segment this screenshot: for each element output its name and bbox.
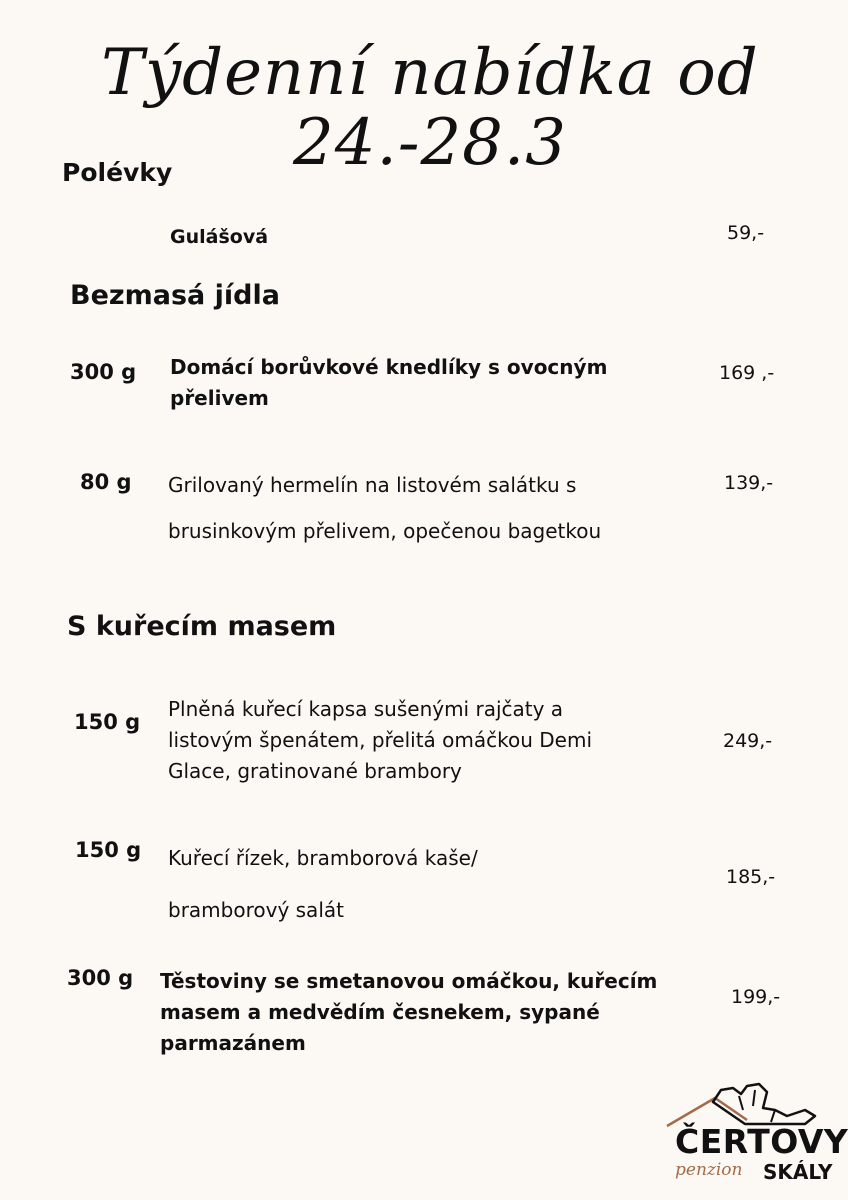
logo-name: ČERTOVY: [675, 1122, 848, 1161]
dish-description: [168, 462, 688, 554]
dish-line: bramborový salát: [168, 898, 344, 922]
dish-line: Glace, gratinované brambory: [168, 759, 462, 783]
section-heading-meatless: Bezmasá jídla: [70, 280, 280, 311]
dish-price: 199,-: [731, 986, 781, 1008]
dish-weight: 150 g: [75, 838, 142, 862]
dish-price: 139,-: [724, 472, 774, 494]
dish-line: přelivem: [170, 386, 269, 410]
dish-line: Kuřecí řízek, bramborová kaše/: [168, 846, 478, 870]
logo: [655, 1080, 848, 1190]
section-heading-chicken: S kuřecím masem: [67, 611, 337, 642]
dish-line: masem a medvědím česnekem, sypané: [160, 1000, 600, 1024]
dish-line: Plněná kuřecí kapsa sušenými rajčaty a: [168, 697, 564, 721]
logo-sub-skaly: SKÁLY: [763, 1160, 833, 1184]
page-title: Týdenní nabídka od 24.-28.3: [101, 36, 759, 181]
dish-line: parmazánem: [160, 1031, 306, 1055]
dish-weight: 300 g: [70, 360, 137, 384]
dish-line: Těstoviny se smetanovou omáčkou, kuřecím: [160, 969, 658, 993]
dish-description: [168, 694, 688, 787]
dish-description: [168, 832, 688, 936]
dish-weight: 300 g: [67, 966, 134, 990]
dish-description: [160, 966, 720, 1059]
dish-price: 169 ,-: [719, 362, 775, 384]
dish-weight: 80 g: [80, 470, 132, 494]
logo-sub-penzion: penzion: [675, 1160, 743, 1180]
dish-price: 249,-: [723, 730, 773, 752]
section-heading-soups: Polévky: [62, 158, 173, 187]
dish-line: brusinkovým přelivem, opečenou bagetkou: [168, 519, 602, 543]
dish-price: 59,-: [727, 222, 765, 244]
dish-line: listovým špenátem, přelitá omáčkou Demi: [168, 728, 593, 752]
dish-weight: 150 g: [74, 710, 141, 734]
dish-description: [170, 352, 690, 414]
dish-name: Gulášová: [170, 226, 269, 248]
dish-price: 185,-: [726, 866, 776, 888]
dish-line: Grilovaný hermelín na listovém salátku s: [168, 473, 577, 497]
dish-line: Domácí borůvkové knedlíky s ovocným: [170, 355, 608, 379]
